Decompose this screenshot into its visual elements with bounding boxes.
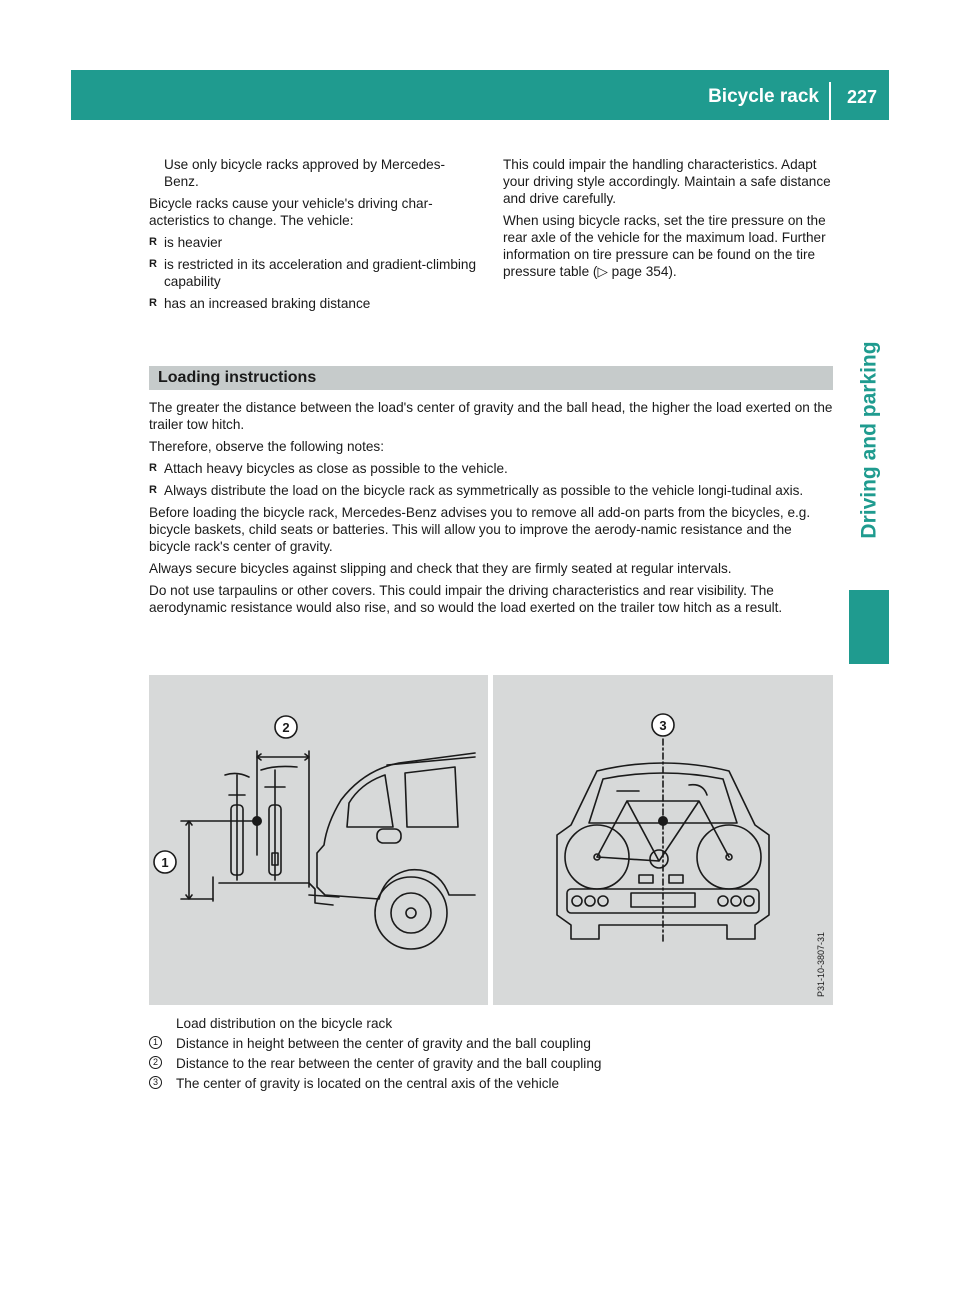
side-view-diagram <box>149 675 488 1005</box>
section-heading <box>149 366 833 390</box>
marker-1-label: 1 <box>161 855 169 870</box>
right-column <box>503 156 833 285</box>
car-rear-silhouette <box>317 753 475 899</box>
header-title: Bicycle rack <box>708 86 819 107</box>
marker-3 <box>652 714 674 736</box>
tail-light <box>377 829 401 843</box>
rear-distance-arrow <box>257 751 309 887</box>
side-tab <box>844 305 894 575</box>
page-header <box>71 70 889 120</box>
caption-text: Distance in height between the center of gravity and the ball coupling <box>176 1036 591 1051</box>
figure-code: P31-10-3807-31 <box>816 931 826 997</box>
rear-window <box>347 775 393 827</box>
list-item: R is heavier <box>149 234 479 251</box>
lead-paragraph: Bicycle racks cause your vehicle's driving char-acteristics to change. The vehicle: <box>149 196 433 228</box>
side-tab-marker <box>849 590 889 664</box>
caption-item <box>149 1035 833 1052</box>
height-distance-arrow <box>181 821 257 899</box>
bicycle-rack-illustration <box>149 675 833 1005</box>
marker-2 <box>275 716 297 738</box>
caption-item <box>149 1075 833 1092</box>
caption-text: The center of gravity is located on the central axis of the vehicle <box>176 1076 560 1091</box>
caption-number: 3 <box>149 1076 162 1089</box>
paragraph: Do not use tarpaulins or other covers. This could impair the driving characteristics and rear visibility. The aerodynamic resistance would also rise, and so would the load exerted on the trailer tow hitch as a result. <box>149 583 783 615</box>
list-item: R has an increased braking distance <box>149 295 479 312</box>
rear-view-diagram <box>493 675 833 1005</box>
figure-captions <box>149 1015 833 1095</box>
marker-1 <box>154 851 176 873</box>
tire-pressure-paragraph: When using bicycle racks, set the tire pressure on the rear axle of the vehicle for the maximum load. Further information on tire pressure can be found on the tire pressure table (▷ page 354). <box>503 213 826 279</box>
center-of-gravity-rear <box>658 816 668 826</box>
bicycle-front <box>225 773 249 880</box>
paragraph: The greater the distance between the load's center of gravity and the ball head, the higher the load exerted on the trailer tow hitch. <box>149 400 833 432</box>
center-of-gravity-side <box>252 816 262 826</box>
handling-paragraph: This could impair the handling characteristics. Adapt your driving style accordingly. Maintain a safe distance and drive carefully. <box>503 157 831 206</box>
intro-paragraph: Use only bicycle racks approved by Mercedes-Benz. <box>164 157 446 189</box>
section-title: Loading instructions <box>158 369 317 386</box>
list-item: R Attach heavy bicycles as close as possible to the vehicle. <box>149 460 833 477</box>
side-window <box>405 767 458 827</box>
paragraph: Therefore, observe the following notes: <box>149 439 385 454</box>
side-tab-label: Driving and parking <box>857 341 881 539</box>
paragraph: Before loading the bicycle rack, Mercedes-Benz advises you to remove all add-on parts from the bicycles, e.g. bicycle baskets, child seats or batteries. This will allow you to improve the aerody-namic resistance and the bicycle rack's center of gravity. <box>149 505 811 554</box>
page-number: 227 <box>846 87 877 107</box>
list-item: R Always distribute the load on the bicycle rack as symmetrically as possible to the vehicle longi-tudinal axis. <box>149 482 833 499</box>
caption-item <box>149 1055 833 1072</box>
caption-text: Distance to the rear between the center of gravity and the ball coupling <box>176 1056 602 1071</box>
header-separator <box>829 82 831 120</box>
loading-instructions-body <box>149 399 833 621</box>
marker-2-label: 2 <box>282 720 290 735</box>
rear-wheel <box>375 877 447 949</box>
caption-title-text: Load distribution on the bicycle rack <box>176 1016 393 1031</box>
caption-number: 1 <box>149 1036 162 1049</box>
list-item: R is restricted in its acceleration and gradient-climbing capability <box>149 256 479 290</box>
caption-number: 2 <box>149 1056 162 1069</box>
rack-base <box>219 883 333 905</box>
bicycle-rear <box>261 766 297 880</box>
caption-title <box>149 1015 833 1032</box>
paragraph: Always secure bicycles against slipping and check that they are firmly seated at regular intervals. <box>149 561 732 576</box>
marker-3-label: 3 <box>659 718 667 733</box>
left-column <box>149 156 479 317</box>
